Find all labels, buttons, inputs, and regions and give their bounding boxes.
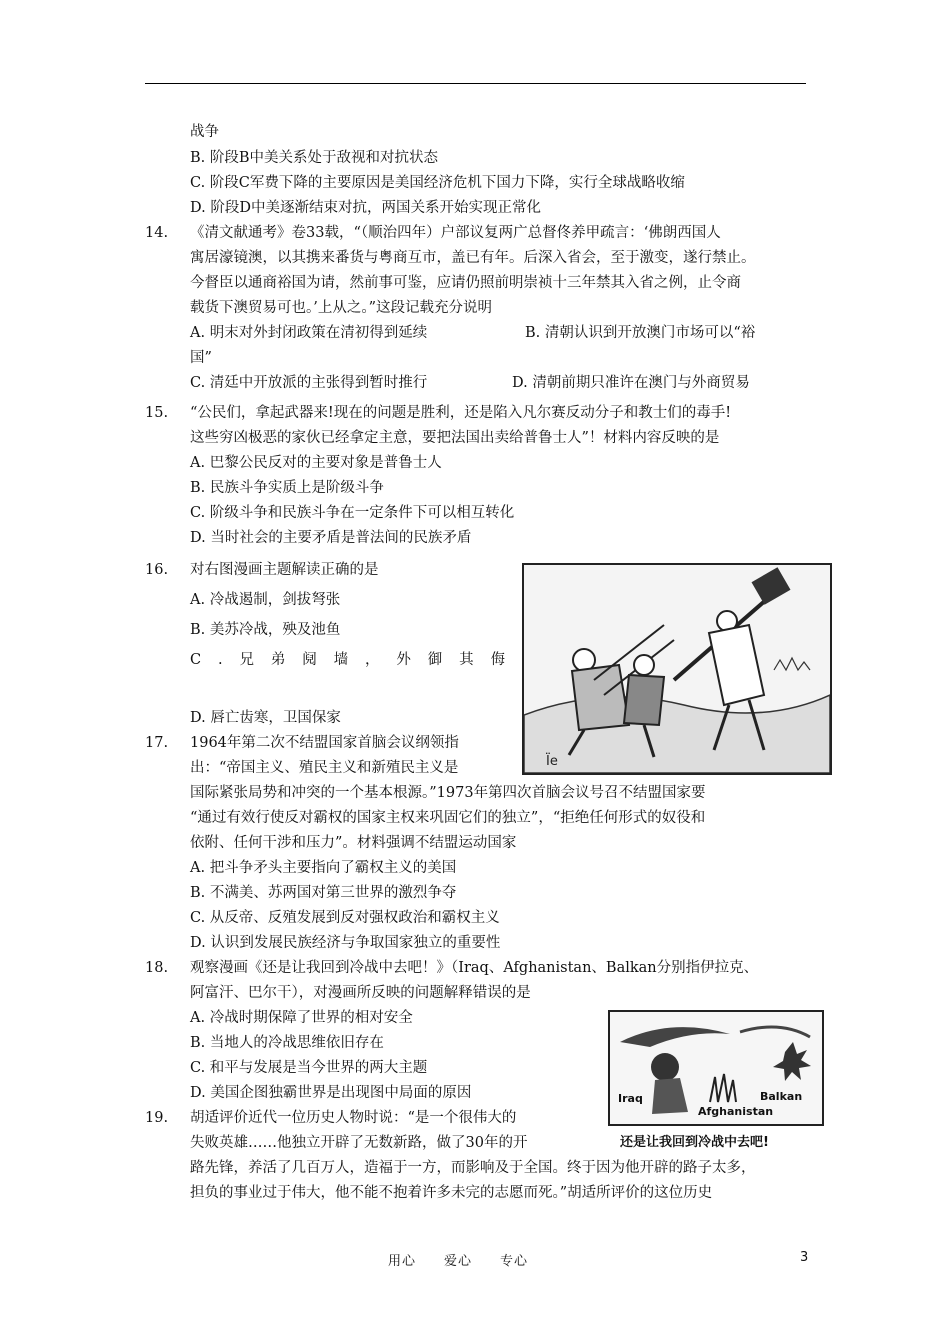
q14-option-b: B. 清朝认识到开放澳门市场可以“裕 [525, 325, 756, 341]
q14-option-c: C. 清廷中开放派的主张得到暂时推行 [190, 375, 428, 391]
q17-stem-5: 依附、任何干涉和压力”。材料强调不结盟运动国家 [190, 835, 517, 851]
q17-option-b: B. 不满美、苏两国对第三世界的激烈争夺 [190, 885, 457, 901]
q17-option-c: C. 从反帝、反殖发展到反对强权政治和霸权主义 [190, 910, 500, 926]
q13-option-c: C. 阶段C军费下降的主要原因是美国经济危机下国力下降，实行全球战略收缩 [190, 175, 685, 191]
q17-option-d: D. 认识到发展民族经济与争取国家独立的重要性 [190, 935, 501, 951]
q14-number: 14. [145, 225, 169, 241]
q18-stem-1: 观察漫画《还是让我回到冷战中去吧！》（Iraq、Afghanistan、Balkan分别指伊拉克、 [190, 960, 759, 976]
q17-option-a: A. 把斗争矛头主要指向了霸权主义的美国 [190, 860, 457, 876]
q13-option-b: B. 阶段B中美关系处于敌视和对抗状态 [190, 150, 439, 166]
q18-option-a: A. 冷战时期保障了世界的相对安全 [190, 1010, 413, 1026]
label-afghanistan: Afghanistan [698, 1105, 774, 1118]
q14-stem-1: 《清文献通考》卷33载，“（顺治四年）户部议复两广总督佟养甲疏言：‘佛朗西国人 [190, 225, 721, 241]
page-footer: 用心 爱心 专心 [388, 1254, 529, 1269]
q15-option-a: A. 巴黎公民反对的主要对象是普鲁士人 [190, 455, 442, 471]
q16-cartoon [522, 563, 832, 775]
q18-option-c: C. 和平与发展是当今世界的两大主题 [190, 1060, 428, 1076]
q14-option-a: A. 明末对外封闭政策在清初得到延续 [190, 325, 428, 341]
label-iraq: Iraq [618, 1092, 643, 1105]
q15-stem-1: “公民们，拿起武器来!现在的问题是胜利，还是陷入凡尔赛反动分子和教士们的毒手! [190, 405, 732, 421]
q18-number: 18. [145, 960, 169, 976]
q19-number: 19. [145, 1110, 169, 1126]
q16-option-c: C . 兄 弟 阋 墙 ， 外 御 其 侮 [190, 652, 505, 668]
q17-number: 17. [145, 735, 169, 751]
q16-stem: 对右图漫画主题解读正确的是 [190, 562, 379, 578]
q18-cartoon [608, 1010, 824, 1126]
q13-tail: 战争 [190, 124, 219, 140]
q14-stem-4: 载货下澳贸易可也。’上从之。”这段记载充分说明 [190, 300, 493, 316]
cartoon-figures-icon [524, 565, 830, 773]
q18-option-d: D. 美国企图独霸世界是出现图中局面的原因 [190, 1085, 472, 1101]
q15-option-d: D. 当时社会的主要矛盾是普法间的民族矛盾 [190, 530, 472, 546]
q16-number: 16. [145, 562, 169, 578]
q17-stem-3: 国际紧张局势和冲突的一个基本根源。”1973年第四次首脑会议号召不结盟国家要 [190, 785, 706, 801]
q16-option-b: B. 美苏冷战，殃及池鱼 [190, 622, 341, 638]
q16-option-a: A. 冷战遏制，剑拔弩张 [190, 592, 341, 608]
q14-stem-2: 寓居濠镜澳，以其携来番货与粤商互市，盖已有年。后深入省会，至于激变，遂行禁止。 [190, 250, 756, 266]
header-rule [145, 83, 806, 84]
q17-stem-1: 1964年第二次不结盟国家首脑会议纲领指 [190, 735, 459, 751]
q19-stem-3: 路先锋，养活了几百万人，造福于一方，而影响及于全国。终于因为他开辟的路子太多， [190, 1160, 756, 1176]
q18-cartoon-caption: 还是让我回到冷战中去吧! [620, 1135, 769, 1150]
q17-stem-4: “通过有效行使反对霸权的国家主权来巩固它们的独立”，“拒绝任何形式的奴役和 [190, 810, 706, 826]
q15-number: 15. [145, 405, 169, 421]
label-balkan: Balkan [760, 1090, 803, 1103]
q18-option-b: B. 当地人的冷战思维依旧存在 [190, 1035, 384, 1051]
q14-option-d: D. 清朝前期只准许在澳门与外商贸易 [512, 375, 750, 391]
page-number: 3 [800, 1250, 809, 1265]
q19-stem-2: 失败英雄……他独立开辟了无数新路，做了30年的开 [190, 1135, 528, 1151]
q15-option-b: B. 民族斗争实质上是阶级斗争 [190, 480, 384, 496]
cartoon-explosion-icon [610, 1012, 822, 1124]
q13-option-d: D. 阶段D中美逐渐结束对抗，两国关系开始实现正常化 [190, 200, 541, 216]
q16-option-d: D. 唇亡齿寒，卫国保家 [190, 710, 341, 726]
q17-stem-2: 出：“帝国主义、殖民主义和新殖民主义是 [190, 760, 459, 776]
q19-stem-1: 胡适评价近代一位历史人物时说：“是一个很伟大的 [190, 1110, 517, 1126]
q14-stem-3: 今督臣以通商裕国为请，然前事可鉴，应请仍照前明崇祯十三年禁其入省之例，止令商 [190, 275, 741, 291]
q15-stem-2: 这些穷凶极恶的家伙已经拿定主意，要把法国出卖给普鲁士人”！材料内容反映的是 [190, 430, 720, 446]
q19-stem-4: 担负的事业过于伟大，他不能不抱着许多未完的志愿而死。”胡适所评价的这位历史 [190, 1185, 713, 1201]
q15-option-c: C. 阶级斗争和民族斗争在一定条件下可以相互转化 [190, 505, 515, 521]
q18-stem-2: 阿富汗、巴尔干），对漫画所反映的问题解释错误的是 [190, 985, 531, 1001]
q14-option-b-cont: 国” [190, 350, 212, 366]
cartoon-label: Ïe [546, 754, 558, 769]
